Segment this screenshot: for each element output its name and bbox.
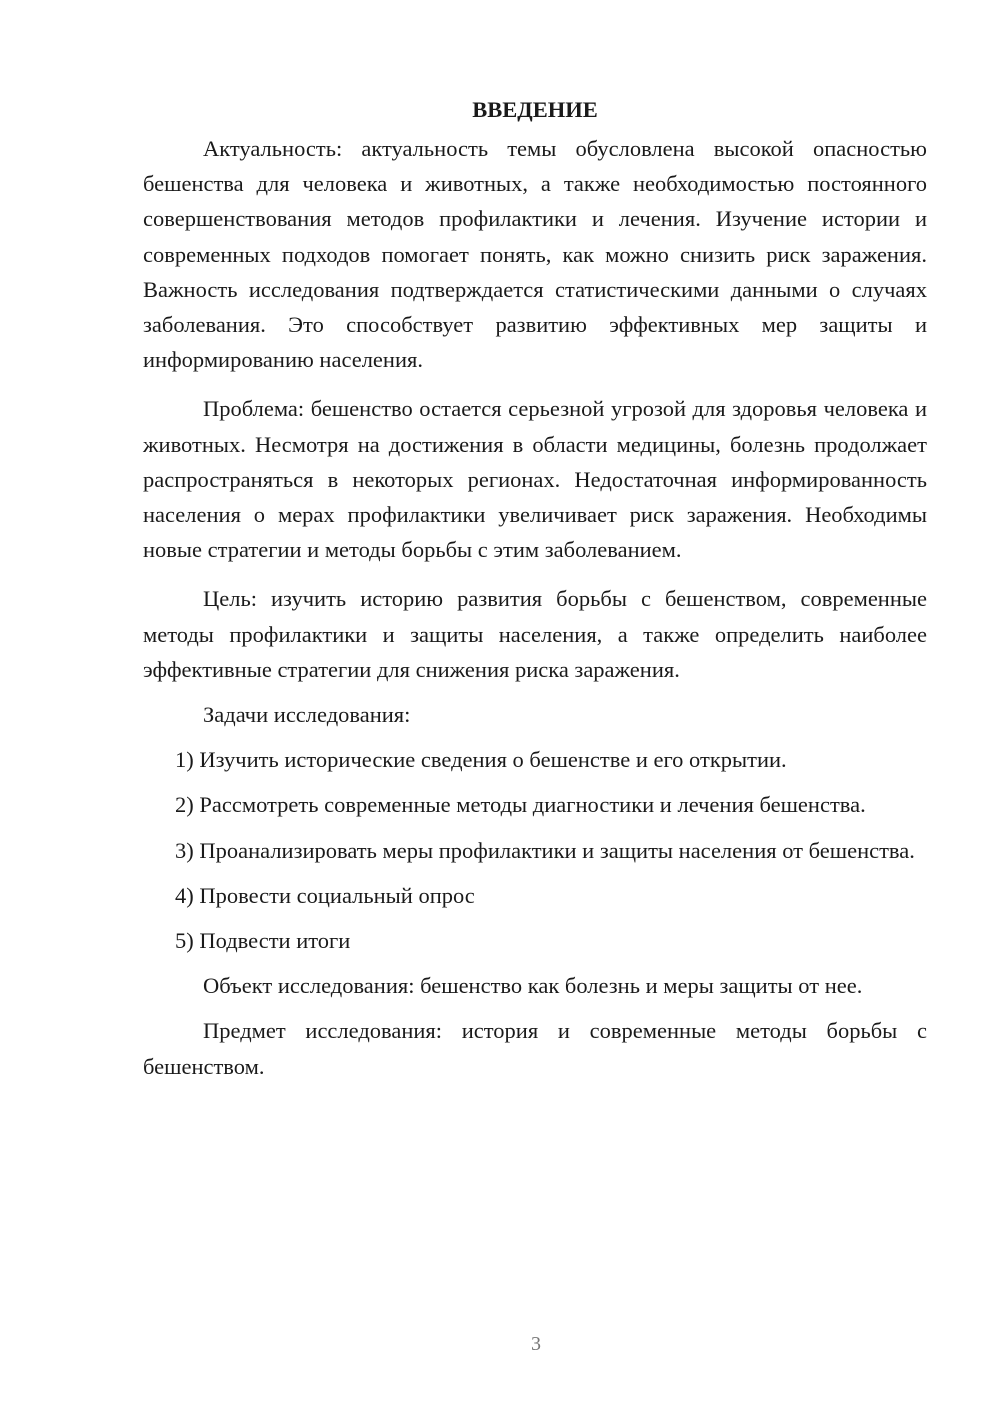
task-item-5: 5) Подвести итоги bbox=[175, 928, 351, 954]
document-body bbox=[143, 92, 927, 1084]
task-item-2: 2) Рассмотреть современные методы диагностики и лечения бешенства. bbox=[175, 792, 866, 818]
paragraph-problem: Проблема: бешенство остается серьезной угрозой для здоровья человека и животных. Несмотря на достижения в области медицины, болезнь продолжает распространяться в некоторых регионах. Недостаточная информированность населения о мерах профилактики увеличивает риск заражения. Необходимы новые стратегии и методы борьбы с этим заболеванием. bbox=[143, 396, 927, 563]
tasks-title: Задачи исследования: bbox=[203, 702, 411, 728]
paragraph-goal: Цель: изучить историю развития борьбы с бешенством, современные методы профилактики и защиты населения, а также определить наиболее эффективные стратегии для снижения риска заражения. bbox=[143, 586, 927, 682]
page-number: 3 bbox=[531, 1333, 541, 1355]
paragraph-relevance: Актуальность: актуальность темы обусловлена высокой опасностью бешенства для человека и животных, а также необходимостью постоянного совершенствования методов профилактики и лечения. Изучение истории и современных подходов помогает понять, как можно снизить риск заражения. Важность исследования подтверждается статистическими данными о случаях заболевания. Это способствует развитию эффективных мер защиты и информированию населения. bbox=[143, 136, 927, 373]
page-title: ВВЕДЕНИЕ bbox=[472, 97, 598, 122]
paragraph-subject: Предмет исследования: история и современные методы борьбы с бешенством. bbox=[143, 1018, 927, 1079]
paragraph-object: Объект исследования: бешенство как болезнь и меры защиты от нее. bbox=[203, 973, 863, 999]
task-item-4: 4) Провести социальный опрос bbox=[175, 882, 475, 908]
task-item-3: 3) Проанализировать меры профилактики и защиты населения от бешенства. bbox=[175, 837, 915, 863]
task-item-1: 1) Изучить исторические сведения о бешенстве и его открытии. bbox=[175, 747, 787, 773]
